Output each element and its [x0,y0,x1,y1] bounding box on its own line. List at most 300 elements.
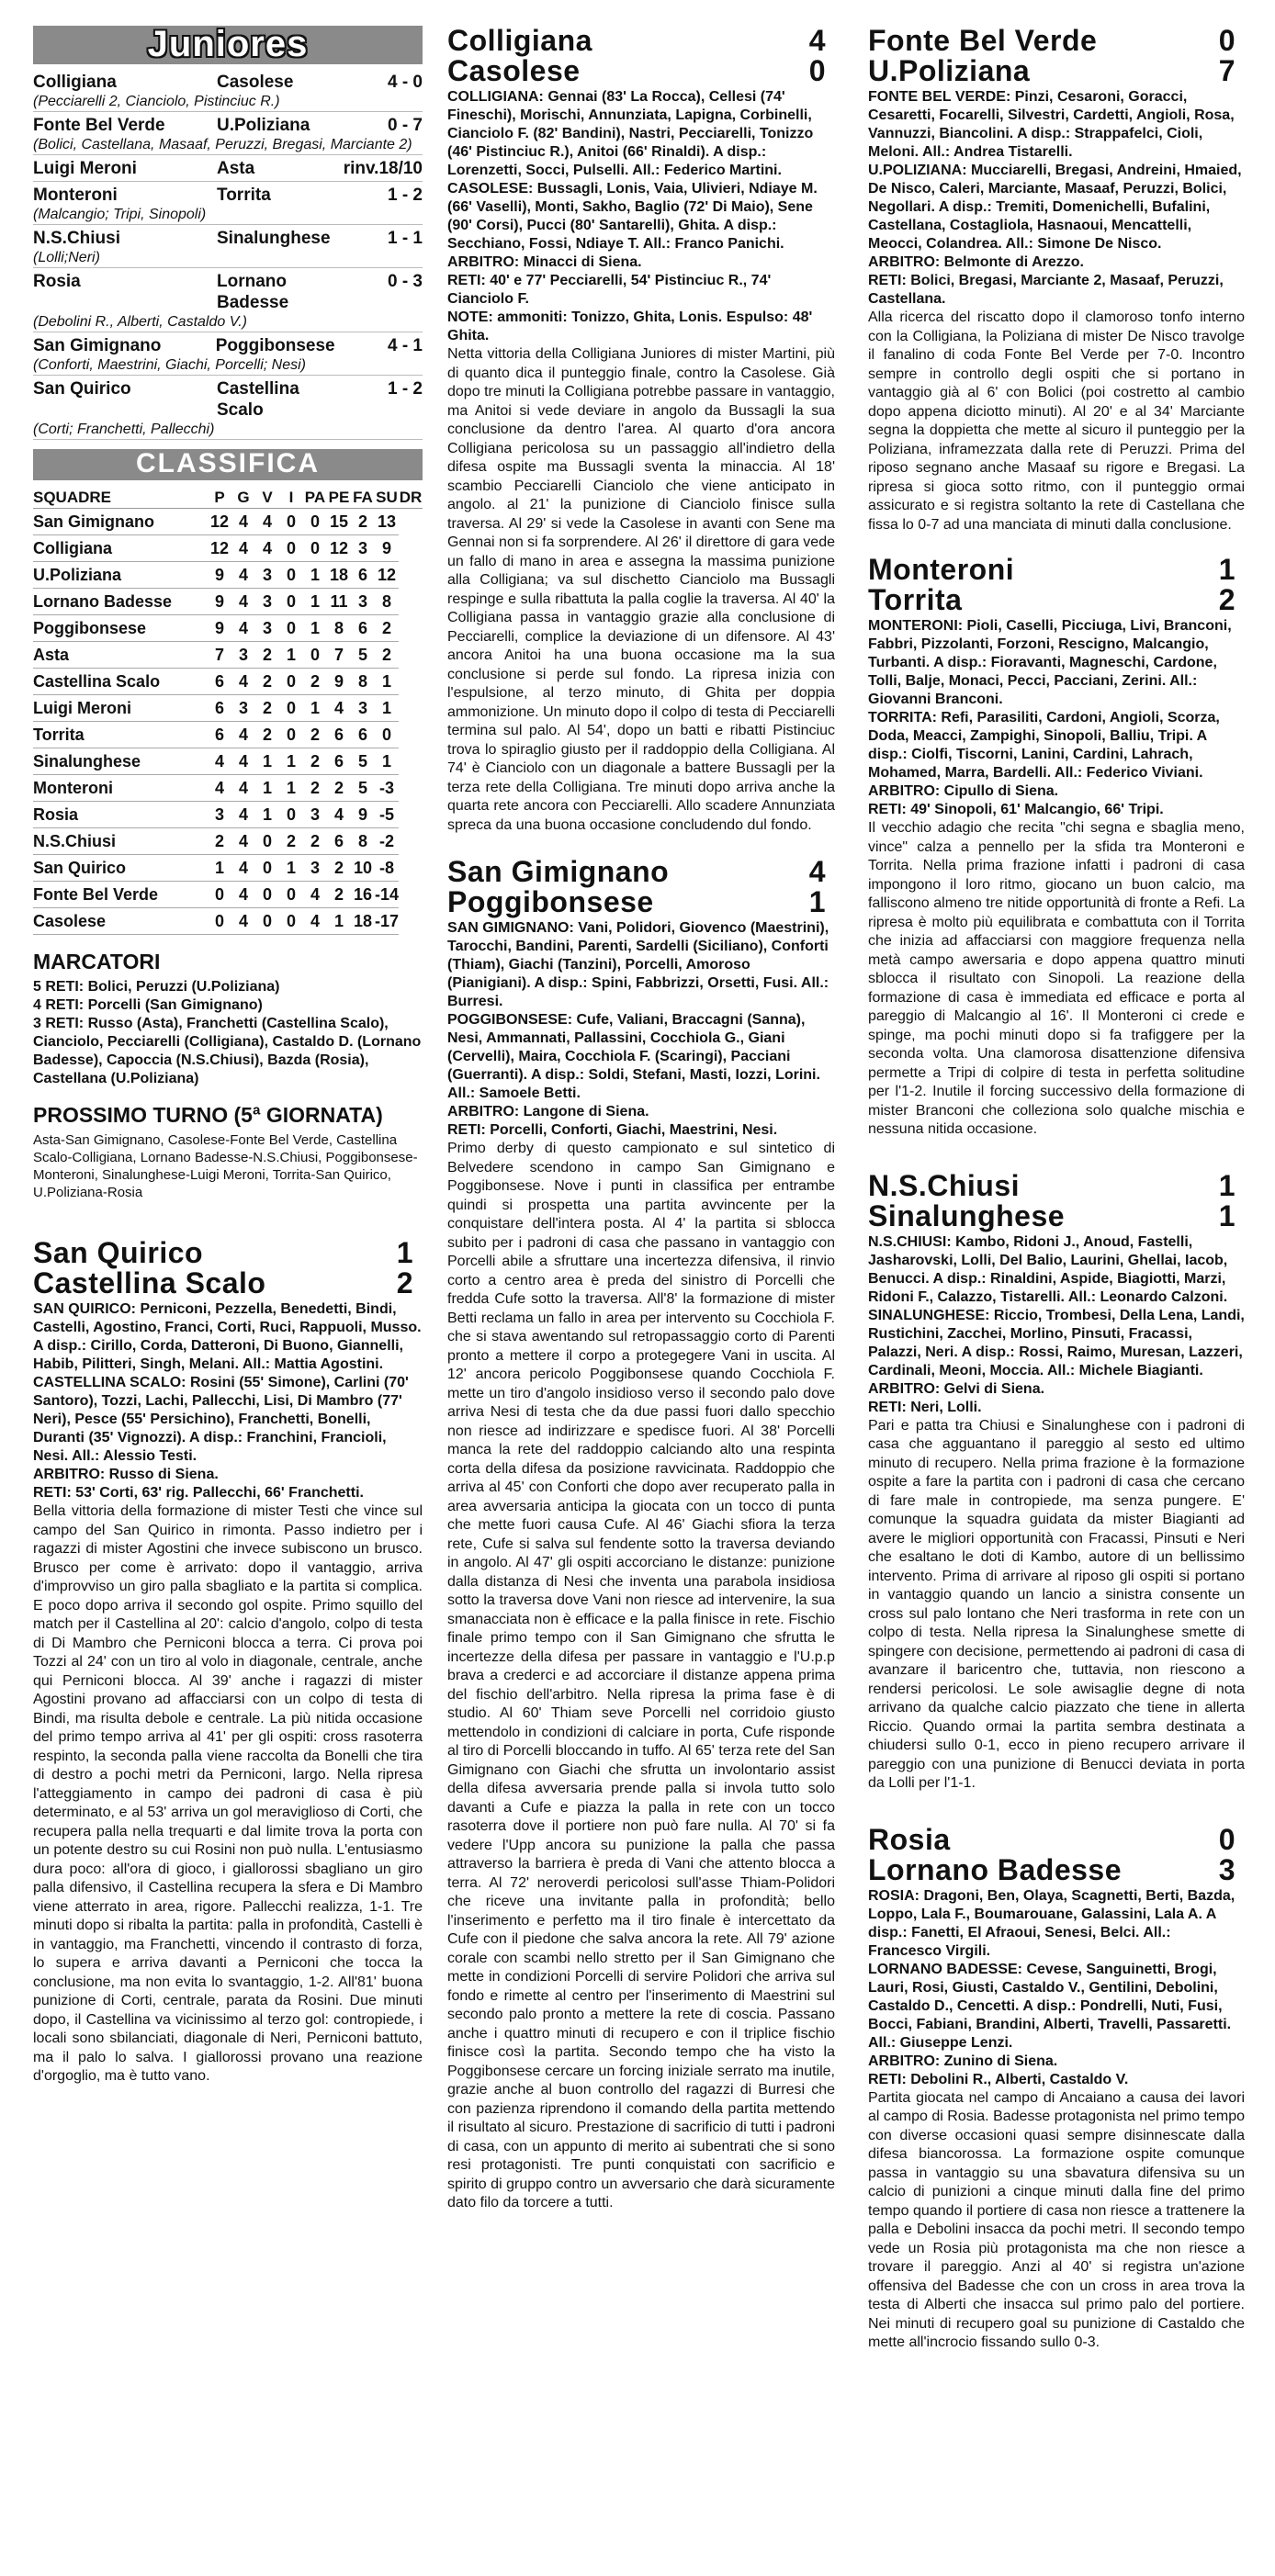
result-score: 0 - 3 [387,272,423,291]
result-scorers: (Corti; Franchetti, Pallecchi) [33,421,423,440]
match-home-team: Rosia [868,1822,951,1856]
match-home-score: 1 [396,1236,413,1269]
match-home-row [868,26,1245,56]
standings-cell: 6 [327,748,351,775]
standings-cell: 0 [255,855,279,882]
standings-cell: 3 [255,589,279,615]
match-lineup-line: RETI: Bolici, Bregasi, Marciante 2, Masaaf, Peruzzi, Castellana. [868,273,1224,307]
standings-cell: San Gimignano [33,509,208,535]
standings-cell: 0 [279,615,303,642]
standings-cell: Torrita [33,722,208,748]
standings-cell: 6 [351,722,375,748]
result-away: Poggibonsese [215,336,335,355]
standings-cell: 4 [327,695,351,722]
standings-cell: 1 [303,695,327,722]
standings-cell: 0 [279,669,303,695]
standings-cell: 4 [231,562,255,589]
match-home-team: San Quirico [33,1236,204,1269]
standings-cell: 0 [279,562,303,589]
match-away-row [868,1852,1245,1886]
match-lineup-line: ARBITRO: Langone di Siena. [447,1104,649,1119]
standings-cell: 1 [279,748,303,775]
match-lineup-line: ARBITRO: Cipullo di Siena. [868,783,1059,799]
standings-cell: 3 [231,695,255,722]
standings-cell: 4 [231,828,255,855]
standings-row [33,669,423,695]
standings-cell: 7 [327,642,351,669]
match-home-score: 0 [1218,26,1236,57]
juniores-title: Juniores [147,26,309,64]
marcatori-list [33,978,423,1088]
match-lineup-line: POGGIBONSESE: Cufe, Valiani, Braccagni (Sanna), Nesi, Ammannati, Pallassini, Cocchiola G., Giani (Cervelli), Maira, Cocchiola F. (Scaringi), Pacciani (Guerranti). A disp.: Soldi, Stefani, Masti, Iozzi, Lorini. All.: Samoele Betti. [447,1012,820,1101]
standings-cell: 4 [231,615,255,642]
marcatori-line: 5 RETI: Bolici, Peruzzi (U.Poliziana) [33,979,280,995]
match-home-row [868,555,1245,585]
standings-cell: 1 [255,775,279,802]
result-item [33,115,423,155]
match-home-row [447,26,835,56]
standings-cell: 3 [303,855,327,882]
match-report: Primo derby di questo campionato e sul sintetico di Belvedere scendono in campo San Gimignano e Poggibonsese. Nove i punti in classifica per entrambe quindi si prospetta una partita avvincente per la conquistare dell'intera posta. Al 4' la partita si sblocca subito per i padroni di casa che passano in vantaggio con Porcelli abile a sfruttare una incertezza difensiva, il rinvio corto a centro area è preda del sinistro di Porcelli che fredda Cufe sotto la traversa. All'8' la formazione di mister Betti reclama un fallo in area per intervento su Cocchiola F. che si stava awentando sul retropassaggio corto di Parenti pronto a mettere il corpo a protegegere Vani in uscita. Al 12' ancora pericolo Poggibonsese quando Cocchiola F. mette un tiro d'angolo insidioso verso il secondo palo dove arriva Nesi di testa che da due passi fuori dallo specchio non riesce ad indirizzare e spedisce fuori. Al 38' Porcelli manca la rete del raddoppio calciando alto una respinta corta della difesa da posizione ravvicinata. Raddoppio che arriva al 45' con Conforti che dopo aver recuperato palla in area avversaria anticipa la giocata con un tocco di punta che mette fuori causa Cufe. Al 46' Giachi sfiora la terza rete, Cufe si salva sul fendente sotto la traversa deviando in angolo. Al 47' gli ospiti accorciano le distanze: punizione dalla distanza di Nesi che inventa una parabola insidiosa sotto la traversa dove Vani non riesce ad intervenire, la sua smanacciata non è efficace e la palla finisce in rete. Fischio finale primo tempo con il San Gimignano che sfrutta le incertezze della difesa per passare in vantaggio e l'U.p.p brava a crederci e ad accorciare il distanze appena prima del fischio dell'arbitro. Nella ripresa la prima fase è di studio. Al 60' Thiam seve Porcelli nel corridoio giusto mettendolo in condizioni di calciare in porta, Cufe risponde al tiro di Porcelli bloccando in tuffo. Al 65' terza rete del San Gimignano con Giachi che sfrutta un involontario assist della difesa avversaria prende palla si invola tutto solo davanti a Cufe e piazza la palla in rete con un tocco rasoterra dove il portiere non può fare nulla. Al 70' si fa vedere l'Upp ancora su punizione la palla che passa attraverso la barriera è preda di Vani che attento blocca a terra. Al 72' neroverdi pericolosi sull'asse Thiam-Polidori che riceve una invitante palla in profondità; bello l'inserimento e perfetto ma il tiro finale è intercettato da Cufe con il piedone che salva ancora la rete. All 79' azione corale con scambi nello stretto per il San Gimignano che mette in condizioni Porcelli di servire Polidori che arriva sul fondo e rimette al centro per l'inserimento di Maestrini sul secondo palo pronto a mettere la rete di coscia. Passano anche i quattro minuti di recupero e con il triplice fischio finisce così la partita. Secondo tempo che ha visto la Poggibonsese cercare un forcing iniziale serrato ma inutile, grazie anche al buon controllo del ragazzi di Burresi che con pazienza riprendono il comando della partita mettendo il risultato al sicuro. Prestazione di sacrificio di tutti i padroni di casa, con un appunto di merito ai subentrati che si sono resi protagonisti. Tre punti conquistati con sacrificio e spirito di gruppo contro un avversario che darà sicuramente dato filo da torcere a tutti. [447,1141,835,2210]
standings-cell: 2 [255,722,279,748]
match-lineup-line: RETI: 49' Sinopoli, 61' Malcangio, 66' Tripi. [868,802,1164,817]
standings-cell: 4 [231,882,255,908]
match-away-score: 2 [396,1266,413,1299]
result-away: U.Poliziana [217,116,310,135]
match-report: Il vecchio adagio che recita "chi segna e sbaglia meno, vince" calza a pennello per la sfida tra Monteroni e Torrita. Nella prima frazione infatti i padroni di casa impongono il loro ritmo, giocano un buon calcio, ma falliscono almeno tre nitide opportunità di fronte a Refi. La ripresa è molto più equilibrata e combattuta con il Torrita che inizia ad affacciarsi con maggiore frequenza nella metà campo awersaria e dopo appena quattro minuti sblocca il risultato con Sinopoli. La reazione della formazione di casa è immediata ed efficace e porta al pareggio di Malcangio al 16'. Il Monteroni ci crede e spinge, ma pochi minuti dopo si fa trafiggere per la seconda volta. Una clamorosa disattenzione difensiva permette a Tripi di colpire di testa in perfetta solitudine per l'1-2. Inutile il forcing successivo della formazione di mister Branconi che colleziona solo qualche mischia e nessuna nitida occasione. [868,820,1245,1137]
standings-cell: 3 [255,615,279,642]
result-score: rinv.18/10 [343,159,423,178]
match-lineup-line: N.S.CHIUSI: Kambo, Ridoni J., Anoud, Fastelli, Jasharovski, Lolli, Del Balio, Laurini, Ghellai, Iacob, Benucci. A disp.: Rinaldini, Aspide, Biagiotti, Marzi, Ridoni F., Calazzo, Tistarelli. All.: Leonardo Calzoni. [868,1233,1228,1305]
standings-cell: 4 [231,775,255,802]
standings-row [33,642,423,669]
match-away-score: 3 [1218,1852,1236,1886]
result-home: Monteroni [33,186,118,205]
result-away: Lornano Badesse [217,272,289,312]
column-left [33,26,423,2087]
standings-cell: 1 [303,562,327,589]
match-home-score: 0 [1218,1822,1236,1856]
match-lineup-line: RETI: 53' Corti, 63' rig. Pallecchi, 66' Franchetti. [33,1485,364,1501]
match-lineup-line: NOTE: ammoniti: Tonizzo, Ghita, Lonis. Espulso: 48' Ghita. [447,309,813,343]
match-lineups [868,1233,1245,1417]
match-lineup-line: RETI: Debolini R., Alberti, Castaldo V. [868,2071,1129,2087]
standings-cell: 12 [208,535,231,562]
standings-cell: 2 [375,615,399,642]
match-lineups [447,919,835,1140]
match-away-team: Poggibonsese [447,885,654,918]
match-lineup-line: ARBITRO: Russo di Siena. [33,1467,219,1482]
standings-row [33,908,423,935]
standings-cell: 4 [231,535,255,562]
result-away: Castellina Scalo [217,379,299,420]
result-scorers: (Malcangio; Tripi, Sinopoli) [33,206,423,225]
standings-cell: 9 [208,615,231,642]
standings-cell: 9 [208,562,231,589]
match-home-team: Colligiana [447,26,592,57]
standings-cell: 2 [303,669,327,695]
match-home-team: San Gimignano [447,855,670,888]
match-away-score: 7 [1218,54,1236,87]
standings-cell: 1 [255,748,279,775]
match-report: Bella vittoria della formazione di mister Testi che vince sul campo del San Quirico in rimonta. Passo indietro per i ragazzi di mister Agostini che invece subiscono un brusco. Brusco per come è arrivato: dopo il vantaggio, arriva d'improvviso un giro palla sbagliato e la partita si complica. E poco dopo arriva il secondo gol ospite. Primo squillo del match per il Castellina al 20': calcio d'angolo, colpo di testa di Di Mambro che Perniconi blocca a terra. Ci prova poi Tozzi al 24' con un tiro al volo in diagonale, centrale, anche qui Perniconi blocca. Al 39' anche i ragazzi di mister Agostini provano ad affacciarsi con un colpo di testa di Bindi, ma risulta debole e centrale. La più nitida occasione del primo tempo arriva al 41' per gli ospiti: cross rasoterra respinto, la seconda palla viene raccolta da Bonelli che tira di destro a pochi metri da Perniconi, largo. Nella ripresa l'atteggiamento in campo dei padroni di casa è più determinato, e al 53' arriva un gol meraviglioso di Corti, che recupera palla nella trequarti e dal limite trova la porta con un potente destro su cui Rosini non può nulla. L'entusiasmo dura poco: all'ora di gioco, i giallorossi sbagliano un giro palla difensivo, il Castellina recupera la sfera e Di Mambro viene atterrato in area, rigore. Pallecchi realizza, 1-1. Tre minuti dopo si ribalta la partita: palla in profondità, Castelli è in vantaggio, ma Franchetti, vincendo il contrasto di forza, lo supera e arriva davanti a Perniconi che tocca la conclusione, ma non evita lo svantaggio, 1-2. All'81' buona punizione di Corti, centrale, parata da Rosini. Due minuti dopo, il Castellina va vicinissimo al terzo gol: contropiede, i locali sono sbilanciati, diagonale di Neri, Perniconi battuto, ma il palo lo salva. I giallorossi provano una reazione d'orgoglio, ma è tutto vano. [33,1503,423,2084]
standings-cell: 0 [255,908,279,935]
standings-cell: 4 [231,855,255,882]
result-item [33,335,423,376]
standings-cell: 0 [255,882,279,908]
prossimo-title: PROSSIMO TURNO (5ª GIORNATA) [33,1103,383,1127]
result-row [33,158,423,179]
match-lineup-line: CASTELLINA SCALO: Rosini (55' Simone), Carlini (70' Santoro), Tozzi, Lachi, Pallecchi, Lisi, Di Mambro (77' Neri), Pesce (55' Persichino), Franchetti, Bonelli, Duranti (35' Vignozzi). A disp.: Franchini, Francioli, Nesi. All.: Alessio Testi. [33,1375,409,1464]
standings-cell: 4 [231,748,255,775]
standings-cell: 2 [351,509,375,535]
standings-cell: 16 [351,882,375,908]
standings-cell: 1 [375,748,399,775]
marcatori-title: MARCATORI [33,950,161,973]
standings-col-header: SQUADRE [33,488,208,509]
standings-cell: 8 [327,615,351,642]
result-divider [33,179,423,182]
standings-cell: 0 [279,722,303,748]
result-scorers: (Debolini R., Alberti, Castaldo V.) [33,313,423,332]
standings-cell: -5 [375,802,399,828]
standings-cell: 2 [303,722,327,748]
standings-col-header: P [208,488,231,509]
standings-cell: Lornano Badesse [33,589,208,615]
result-away: Asta [217,159,255,178]
standings-row [33,722,423,748]
standings-cell: -3 [375,775,399,802]
match-home-row [868,1822,1245,1856]
result-item [33,228,423,268]
standings-cell: 6 [351,615,375,642]
match-lineup-line: FONTE BEL VERDE: Pinzi, Cesaroni, Goracci, Cesaretti, Focarelli, Silvestri, Cardetti, Angioli, Rosa, Vannuzzi, Biancolini. A disp.: Strappafelci, Cioli, Meloni. All.: Andrea Tistarelli. [868,89,1235,160]
standings-cell: 0 [279,589,303,615]
match-sangimignano [447,857,835,2213]
standings-row [33,562,423,589]
standings-cell: 5 [351,775,375,802]
standings-cell: 0 [255,828,279,855]
standings-cell: 18 [351,908,375,935]
standings-row [33,775,423,802]
standings-col-header: FA [351,488,375,509]
match-away-score: 1 [808,885,826,918]
result-item [33,185,423,225]
result-home: San Quirico [33,379,131,399]
standings-col-header: DR [399,488,423,509]
result-home: Colligiana [33,73,117,92]
standings-cell: 0 [279,535,303,562]
match-lineups [33,1300,423,1502]
match-monteroni [868,555,1245,1140]
standings-cell: 0 [303,535,327,562]
standings-header [33,488,423,509]
standings-row [33,855,423,882]
result-score: 1 - 2 [387,379,423,399]
standings-cell: 0 [303,509,327,535]
standings-cell: 12 [208,509,231,535]
standings-cell: 1 [303,589,327,615]
standings-cell: 5 [351,748,375,775]
standings-cell: Poggibonsese [33,615,208,642]
standings-cell: 4 [231,669,255,695]
match-lineup-line: ARBITRO: Minacci di Siena. [447,254,642,270]
result-home: San Gimignano [33,336,162,355]
standings-cell: Castellina Scalo [33,669,208,695]
standings-cell: 4 [255,535,279,562]
match-away-row [447,56,835,86]
result-score: 0 - 7 [387,116,423,135]
standings-row [33,589,423,615]
result-item [33,378,423,440]
standings-cell: 9 [208,589,231,615]
standings-cell: 1 [279,642,303,669]
column-middle [447,26,835,2213]
standings-cell: 9 [327,669,351,695]
standings-cell: 1 [279,855,303,882]
match-away-row [868,585,1245,615]
match-lineups [447,88,835,345]
standings-cell: 0 [279,695,303,722]
result-scorers: (Pecciarelli 2, Cianciolo, Pistinciuc R.) [33,93,423,112]
standings-cell: 2 [208,828,231,855]
result-row [33,228,423,249]
match-lineup-line: SINALUNGHESE: Riccio, Trombesi, Della Lena, Landi, Rustichini, Zacchei, Morlino, Pinsuti, Fracassi, Palazzi, Neri. A disp.: Rossi, Raimo, Muresan, Lazzeri, Cardinali, Meoni, Moccia. All.: Michele Biagianti. [868,1307,1245,1378]
standings-cell: Monteroni [33,775,208,802]
match-away-score: 1 [1218,1198,1236,1232]
match-away-row [447,887,835,917]
result-score: 1 - 1 [387,229,423,248]
standings-cell: 2 [255,695,279,722]
match-lineup-line: RETI: 40' e 77' Pecciarelli, 54' Pistinciuc R., 74' Cianciolo F. [447,273,772,307]
standings-row [33,615,423,642]
match-report: Partita giocata nel campo di Ancaiano a causa dei lavori al campo di Rosia. Badesse protagonista nel primo tempo con diverse occasioni quasi sempre disinnescate dalla difesa biancorossa. La formazione ospite comunque passa in vantaggio su una sbavatura difensiva su un calcio di punizioni a cinque minuti dalla fine del primo tempo quando il portiere di casa non riesce a trattenere la palla e Debolini insacca da pochi metri. Il secondo tempo vede un Rosia più protagonista ma che non riesce a trovare il pareggio. Anzi al 40' si registra un'azione offensiva del Badesse che con un cross in area trova la testa di Alberti che insacca sul primo palo del portiere. Nei minuti di recupero goal su punizione di Castaldo che mette all'incrocio fissando sullo 0-3. [868,2089,1245,2350]
match-colligiana [447,26,835,835]
standings-cell: 10 [351,855,375,882]
result-row [33,271,423,313]
standings-col-header: I [279,488,303,509]
match-home-row [868,1168,1245,1202]
match-home-team: N.S.Chiusi [868,1168,1021,1202]
match-home-row [33,1238,423,1268]
match-away-team: Sinalunghese [868,1198,1066,1232]
classifica-title: CLASSIFICA [136,448,320,478]
standings-cell: 2 [279,828,303,855]
standings-cell: 3 [351,589,375,615]
standings-cell: 4 [303,908,327,935]
result-item [33,271,423,332]
standings-cell: 4 [231,908,255,935]
juniores-banner [33,26,423,64]
standings-cell: 8 [351,669,375,695]
standings-cell: 18 [327,562,351,589]
column-right [868,26,1245,2353]
standings-cell: 6 [327,828,351,855]
match-fontebelverde [868,26,1245,534]
standings-cell: 0 [208,882,231,908]
standings-cell: 4 [255,509,279,535]
match-home-score: 4 [808,855,826,888]
result-scorers: (Bolici, Castellana, Masaaf, Peruzzi, Bregasi, Marciante 2) [33,136,423,155]
standings-cell: 4 [303,882,327,908]
standings-cell: Sinalunghese [33,748,208,775]
standings-cell: 0 [303,642,327,669]
standings-col-header: G [231,488,255,509]
standings-cell: 9 [351,802,375,828]
result-home: Luigi Meroni [33,159,137,178]
standings-cell: 1 [255,802,279,828]
standings-row [33,828,423,855]
match-away-row [33,1268,423,1299]
standings-cell: San Quirico [33,855,208,882]
standings-cell: 6 [351,562,375,589]
match-lineup-line: ROSIA: Dragoni, Ben, Olaya, Scagnetti, Berti, Bazda, Loppo, Lala F., Boumarouane, Galassini, Lala A. A disp.: Fanetti, El Afraoui, Senesi, Belci. All.: Francesco Virgili. [868,1887,1236,1959]
standings-cell: 8 [375,589,399,615]
match-away-team: Torrita [868,583,963,616]
match-lineup-line: ARBITRO: Gelvi di Siena. [868,1380,1045,1397]
match-lineup-line: RETI: Porcelli, Conforti, Giachi, Maestrini, Nesi. [447,1122,778,1138]
result-home: Fonte Bel Verde [33,116,165,135]
standings-cell: 4 [327,802,351,828]
standings-table [33,488,423,935]
match-away-score: 0 [808,54,826,87]
match-home-score: 1 [1218,1168,1236,1202]
standings-cell: -2 [375,828,399,855]
standings-cell: Casolese [33,908,208,935]
result-home: Rosia [33,272,81,291]
standings-row [33,748,423,775]
standings-cell: 0 [279,802,303,828]
match-lineup-line: U.POLIZIANA: Mucciarelli, Bregasi, Andreini, Hmaied, De Nisco, Caleri, Marciante, Masaaf, Peruzzi, Bolici, Negollari. A disp.: Tremiti, Domenichelli, Bufalini, Castellana, Costagliola, Hasnaoui, Mencattelli, Meocci, Colandrea. All.: Simone De Nisco. [868,163,1242,252]
standings-cell: 6 [208,669,231,695]
results-list [33,72,423,440]
match-lineups [868,88,1245,309]
standings-cell: 3 [351,535,375,562]
standings-cell: Asta [33,642,208,669]
match-home-score: 4 [808,26,826,57]
match-away-row [868,1198,1245,1232]
standings-cell: 4 [231,509,255,535]
marcatori-line: 3 RETI: Russo (Asta), Franchetti (Castellina Scalo), Cianciolo, Pecciarelli (Colligiana), Castaldo D. (Lornano Badesse), Capoccia (N.S.Chiusi), Bazda (Rosia), Castellana (U.Poliziana) [33,1016,422,1086]
standings-cell: 0 [375,722,399,748]
standings-row [33,802,423,828]
match-report: Netta vittoria della Colligiana Juniores di mister Martini, più di quanto dica il punteggio finale, contro la Casolese. Già dopo tre minuti la Colligiana potrebbe passare in vantaggio, ma Anitoi si vede deviare in angolo da Bussagli la sua conclusione da dentro l'area. Al quarto d'ora ancora Colligiana pericolosa su un passaggio all'indietro della difesa ospite ma Bussagli sventa la minaccia. Al 18' scambio Pecciarelli Cianciolo che viene anticipato in angolo. al 21' la punizione di Cianciolo finisce sulla traversa. Al 29' si vede la Casolese in avanti con Sene ma Gennai non si fa sorprendere. Al 26' il direttore di gara vede un fallo di mano in area e assegna la massima punizione alla Colligiana; va sul dischetto Cianciolo ma Bussagli respinge e sulla ribattuta la palla coglie la traversa. Al 40' la Colligiana passa in vantaggio grazie alla conclusione di Pecciarelli, complice la deviazione di un difensore. Al 43' ancora Anitoi ha una buona occasione ma la sua conclusione si perde sul fondo. La ripresa inizia con l'espulsione, al terzo minuto, di Ghita per doppia ammonizione. Un minuto dopo il colpo di testa di Pecciarelli termina sul palo. Al 54', dopo un batti e ribatti Pistinciuc trova lo spiraglio giusto per il raddoppio della Colligiana. Al 74' è Cianciolo con un diagonale a battere Bussagli per la terza rete della Colligiana. Tre minuti dopo arriva anche la quarta rete ancora con Pecciarelli. Allo scadere Annunziata spreca da una buona occasione concludendo dul fondo. [447,346,835,833]
standings-cell: 0 [279,908,303,935]
match-nschiusi [868,1168,1245,1794]
standings-cell: 2 [303,828,327,855]
standings-cell: N.S.Chiusi [33,828,208,855]
prossimo-text: Asta-San Gimignano, Casolese-Fonte Bel Verde, Castellina Scalo-Colligiana, Lornano Badesse-N.S.Chiusi, Poggibonsese-Monteroni, Sinalunghese-Luigi Meroni, Torrita-San Quirico, U.Poliziana-Rosia [33,1132,418,1200]
match-report: Pari e patta tra Chiusi e Sinalunghese con i padroni di casa che agguantano il pareggio al sesto ed ultimo minuto di recupero. Nella prima frazione è la formazione ospite a fare la partita con i padroni di casa che cercano di fare male in contropiede, ma senza pungere. E' comunque la squadra guidata da mister Biagianti ad avere le migliori opportunità con Fracassi, Pinsuti e Neri che esaltano le doti di Kambo, autore di un bellissimo intervento. Prima di arrivare al riposo gli ospiti si portano in vantaggio quando un lancio a sinistra consente un cross sul palo lontano che Neri trasforma in rete con un colpo di testa. Nella ripresa la Sinalunghese smette di spingere con decisione, permettendo ai padroni di casa di avanzare il baricentro che, tuttavia, non riescono a rendersi pericolosi. Le sole awisaglie degne di nota arrivano da qualche calcio piazzato che tiene in allerta Riccio. Quando ormai la partita sembra destinata a chiudersi sullo 0-1, ecco in pieno recupero arrivare il pareggio con una punizione di Benucci deviata in porta da Lolli per l'1-1. [868,1417,1245,1791]
result-row [33,335,423,356]
standings-cell: 13 [375,509,399,535]
match-away-team: Castellina Scalo [33,1266,266,1299]
standings-cell: 3 [351,695,375,722]
standings-row [33,535,423,562]
standings-col-header: SU [375,488,399,509]
match-home-team: Fonte Bel Verde [868,26,1098,57]
result-away: Torrita [217,186,271,205]
match-away-team: Lornano Badesse [868,1852,1123,1886]
standings-row [33,509,423,535]
match-away-team: U.Poliziana [868,54,1031,87]
standings-cell: -14 [375,882,399,908]
standings-cell: Rosia [33,802,208,828]
standings-cell: 6 [208,695,231,722]
classifica-banner [33,449,423,480]
standings-cell: -8 [375,855,399,882]
result-item [33,158,423,182]
match-lineup-line: MONTERONI: Pioli, Caselli, Picciuga, Livi, Branconi, Fabbri, Pizzolanti, Forzoni, Rescigno, Malcangio, Turbanti. A disp.: Fioravanti, Magneschi, Cardone, Tolli, Balje, Monaci, Pecci, Pacciani, Zerini. All.: Giovanni Branconi. [868,618,1232,707]
standings-cell: 4 [231,802,255,828]
result-home: N.S.Chiusi [33,229,121,248]
standings-cell: 3 [231,642,255,669]
standings-cell: 12 [375,562,399,589]
standings-cell: 6 [327,722,351,748]
result-item [33,72,423,112]
match-lineup-line: COLLIGIANA: Gennai (83' La Rocca), Cellesi (74' Fineschi), Morischi, Annunziata, Lapigna, Corbinelli, Cianciolo F. (82' Bandini), Nastri, Pecciarelli, Tonizzo (46' Pistinciuc R.), Anitoi (66' Rinaldi). A disp.: Lorenzetti, Socci, Pulselli. All.: Federico Martini. [447,89,814,178]
match-lineup-line: ARBITRO: Zunino di Siena. [868,2053,1058,2069]
match-lineup-line: LORNANO BADESSE: Cevese, Sanguinetti, Brogi, Lauri, Rosi, Giusti, Castaldo V., Gentilini, Debolini, Castaldo D., Cencetti. A disp.: Pondrelli, Nuti, Fusi, Bocci, Fabiani, Brandini, Alberti, Travelli, Passaretti. All.: Giuseppe Lenzi. [868,1961,1232,2051]
standings-cell: U.Poliziana [33,562,208,589]
standings-cell: 0 [279,882,303,908]
match-away-row [868,56,1245,86]
standings-cell: 1 [375,695,399,722]
match-lineups [868,1887,1245,2089]
standings-col-header: PE [327,488,351,509]
result-away: Casolese [217,73,294,92]
match-sanquirico [33,1238,423,2087]
standings-cell: 1 [327,908,351,935]
standings-cell: Fonte Bel Verde [33,882,208,908]
standings-cell: 9 [375,535,399,562]
standings-cell: 4 [231,722,255,748]
standings-cell: 2 [255,669,279,695]
standings-cell: 2 [375,642,399,669]
standings-cell: 2 [327,855,351,882]
match-report: Alla ricerca del riscatto dopo il clamoroso tonfo interno con la Colligiana, la Poliziana di mister De Nisco travolge il fanalino di coda Fonte Bel Verde per 7-0. Incontro sempre in controllo degli ospiti che si portano in vantaggio già al 6' con Bolici (poi costretto al cambio dopo appena diciotto minuti). Al 20' e al 34' Marciante segna la doppietta che mette al sicuro il punteggio per la Poliziana, inframezzata dalla rete di Peruzzi. Prima del riposo segnano anche Masaaf su rigore e Bregasi. La ripresa si gioca sotto ritmo, con il punteggio ormai assicurato e si registra soltanto la rete di Castellana che fissa lo 0-7 ad una manciata di minuti dalla conclusione. [868,309,1245,533]
standings-cell: 1 [303,615,327,642]
standings-cell: 6 [208,722,231,748]
standings-cell: 2 [255,642,279,669]
match-lineup-line: SAN QUIRICO: Perniconi, Pezzella, Benedetti, Bindi, Castelli, Agostino, Franci, Corti, Ruci, Rappuoli, Musso. A disp.: Cirillo, Corda, Datteroni, Di Buono, Giannelli, Habib, Pilitteri, Singh, Melani. All.: Mattia Agostini. [33,1301,422,1372]
match-home-row [447,857,835,887]
standings-cell: -17 [375,908,399,935]
match-away-score: 2 [1218,583,1236,616]
standings-cell: 1 [208,855,231,882]
match-lineup-line: TORRITA: Refi, Parasiliti, Cardoni, Angioli, Scorza, Doda, Meacci, Zampighi, Sinopoli, Balliu, Tripi. A disp.: Ciolfi, Tiscorni, Lanini, Cardini, Lahrach, Mohamed, Marra, Bardelli. All.: Federico Viviani. [868,710,1220,781]
standings-cell: 1 [279,775,303,802]
standings-cell: 11 [327,589,351,615]
standings-cell: 3 [208,802,231,828]
standings-cell: 3 [303,802,327,828]
result-score: 4 - 1 [387,336,423,355]
standings-cell: 0 [208,908,231,935]
standings-row [33,882,423,908]
standings-cell: 1 [375,669,399,695]
result-row [33,185,423,206]
result-away: Sinalunghese [217,229,331,248]
match-away-team: Casolese [447,54,581,87]
match-home-team: Monteroni [868,553,1015,586]
standings-cell: 5 [351,642,375,669]
marcatori-line: 4 RETI: Porcelli (San Gimignano) [33,997,263,1013]
standings-cell: 2 [327,775,351,802]
match-lineup-line: RETI: Neri, Lolli. [868,1399,982,1415]
standings-col-header: PA [303,488,327,509]
result-score: 1 - 2 [387,186,423,205]
standings-cell: 15 [327,509,351,535]
